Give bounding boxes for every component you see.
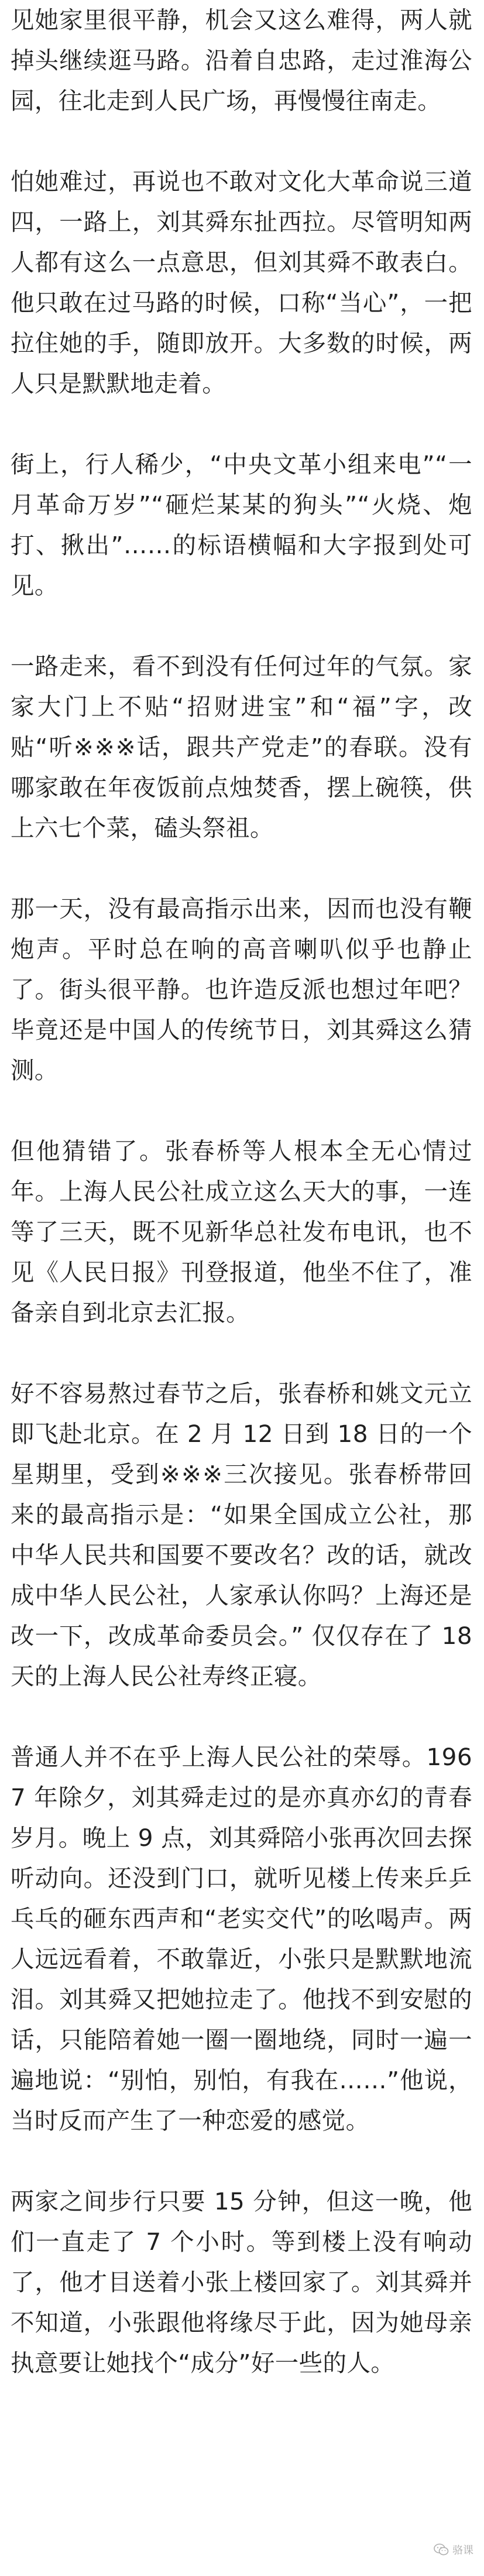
article-paragraph: 但他猜错了。张春桥等人根本全无心情过年。上海人民公社成立这么天大的事，一连等了三天，既不见新华总社发布电讯，也不见《人民日报》刊登报道，他坐不住了，准备亲自到北京去汇报。 [11, 1137, 472, 1327]
wechat-icon [434, 2543, 449, 2556]
article-paragraph: 好不容易熬过春节之后，张春桥和姚文元立即飞赴北京。在 2 月 12 日到 18 日的一个星期里，受到※※※三次接见。张春桥带回来的最高指示是：“如果全国成立公社，那中华人民共和国要不要改名？改的话，就改成中华人民公社，人家承认你吗？上海还是改一下，改成革命委员会。” 仅仅存在了 18 天的上海人民公社寿终正寝。 [11, 1379, 472, 1690]
article-paragraph: 那一天，没有最高指示出来，因而也没有鞭炮声。平时总在响的高音喇叭似乎也静止了。街头很平静。也许造反派也想过年吧？毕竟还是中国人的传统节日，刘其舜这么猜测。 [11, 895, 472, 1084]
article-paragraph: 街上，行人稀少，“中央文革小组来电”“一月革命万岁”“砸烂某某的狗头”“火烧、炮打、揪出”……的标语横幅和大字报到处可见。 [11, 450, 472, 600]
watermark-text: 骆课 [452, 2544, 473, 2557]
article-paragraph: 普通人并不在乎上海人民公社的荣辱。1967 年除夕，刘其舜走过的是亦真亦幻的青春岁月。晚上 9 点，刘其舜陪小张再次回去探听动向。还没到门口，就听见楼上传来乒乒乓乓的砸东西声和“老实交代”的吆喝声。两人远远看着，不敢靠近，小张只是默默地流泪。刘其舜又把她拉走了。他找不到安慰的话，只能陪着她一圈一圈地绕，同时一遍一遍地说：“别怕，别怕，有我在……”他说，当时反而产生了一种恋爱的感觉。 [11, 1743, 472, 2135]
article-paragraph: 两家之间步行只要 15 分钟，但这一晚，他们一直走了 7 个小时。等到楼上没有响动了，他才目送着小张上楼回家了。刘其舜并不知道，小张跟他将缘尽于此，因为她母亲执意要让她找个“成分”好一些的人。 [11, 2187, 472, 2377]
article-paragraph: 见她家里很平静，机会又这么难得，两人就掉头继续逛马路。沿着自忠路，走过淮海公园，往北走到人民广场，再慢慢往南走。 [11, 6, 472, 115]
article-paragraph: 怕她难过，再说也不敢对文化大革命说三道四，一路上，刘其舜东扯西拉。尽管明知两人都有这么一点意思，但刘其舜不敢表白。他只敢在过马路的时候，口称“当心”，一把拉住她的手，随即放开。大多数的时候，两人只是默默地走着。 [11, 167, 472, 398]
article-paragraph: 一路走来，看不到没有任何过年的气氛。家家大门上不贴“招财进宝”和“福”字，改贴“听※※※话，跟共产党走”的春联。没有哪家敢在年夜饭前点烛焚香，摆上碗筷，供上六七个菜，磕头祭祖。 [11, 652, 472, 842]
article-body [11, 0, 472, 2383]
watermark [434, 2542, 473, 2557]
